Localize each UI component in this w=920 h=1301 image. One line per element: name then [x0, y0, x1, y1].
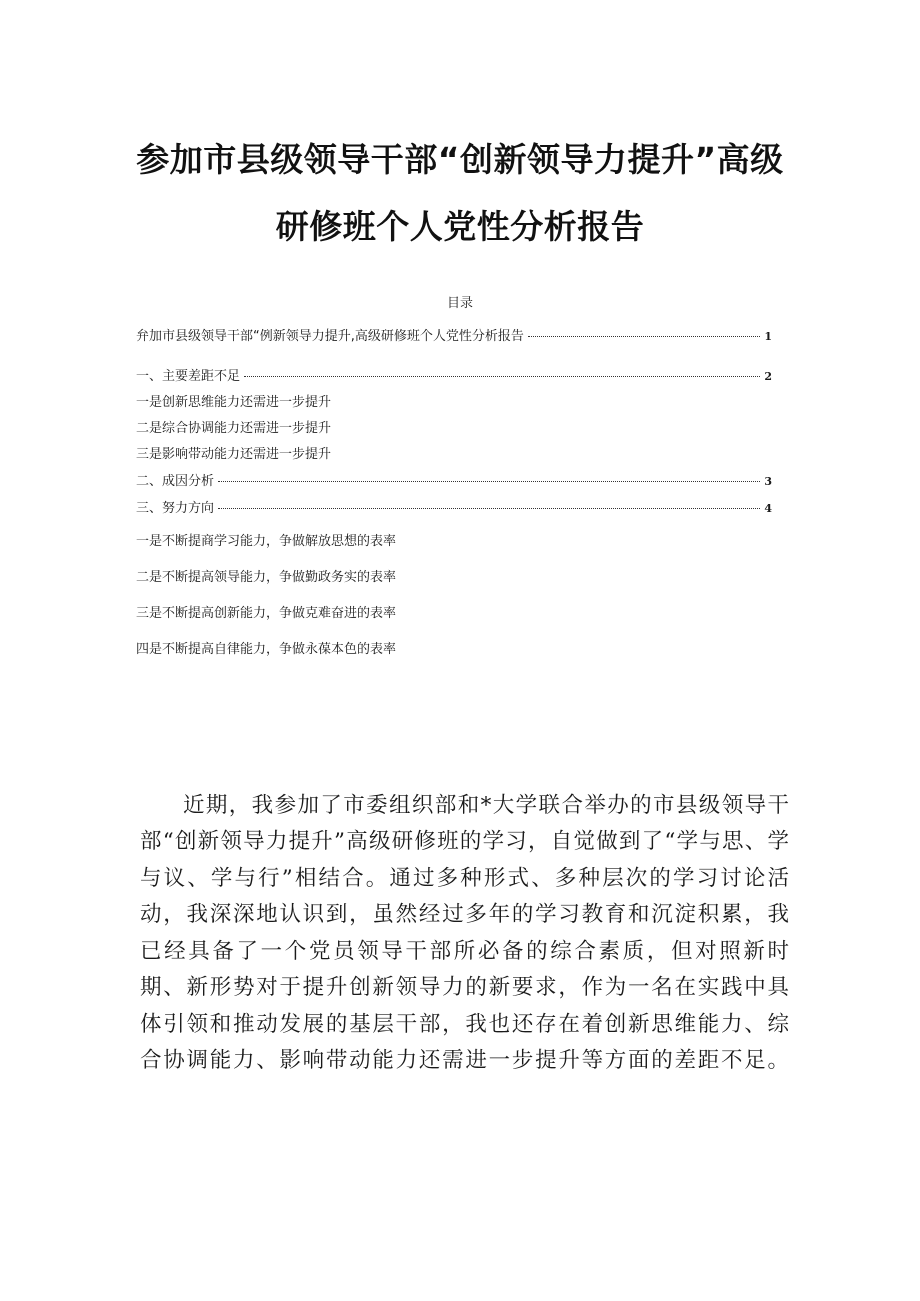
toc-heading: 目录 — [446, 296, 473, 311]
toc-entry-label: 弁加市县级领导干部“例新领导力提升,高级研修班个人党性分析报告 — [136, 329, 524, 344]
toc-entry[interactable] — [136, 473, 772, 491]
toc-entry[interactable] — [136, 500, 772, 518]
toc-entry-label: 三、努力方向 — [136, 501, 215, 516]
toc-entry[interactable] — [136, 420, 772, 438]
toc-dot-leader — [218, 480, 760, 482]
toc-entry[interactable] — [136, 641, 772, 659]
toc-entry-label: 一、主要差距不足 — [136, 369, 241, 384]
toc-page-number: 4 — [764, 502, 772, 515]
document-title-line-1: 参加市县级领导干部“创新领导力提升”高级 — [136, 140, 784, 179]
toc-entry[interactable] — [136, 569, 772, 587]
toc-entry[interactable] — [136, 394, 772, 412]
toc-dot-leader — [218, 507, 760, 509]
toc-entry-label: 四是不断提高自律能力，争做永葆本色的表率 — [136, 642, 397, 657]
toc-entry-label: 一是创新思维能力还需进一步提升 — [136, 395, 332, 410]
toc-entry[interactable] — [136, 533, 772, 551]
toc-entry-label: 二、成因分析 — [136, 474, 215, 489]
toc-entry-label: 一是不断提商学习能力，争做解放思想的表率 — [136, 534, 397, 549]
document-title-line-2: 研修班个人党性分析报告 — [275, 207, 645, 246]
toc-entry[interactable] — [136, 446, 772, 464]
toc-entry-label: 二是综合协调能力还需进一步提升 — [136, 421, 332, 436]
toc-page-number: 1 — [764, 330, 772, 343]
toc-entry[interactable] — [136, 328, 772, 346]
toc-entry[interactable] — [136, 605, 772, 623]
toc-page-number: 2 — [764, 370, 772, 383]
toc-entry-label: 三是影响带动能力还需进一步提升 — [136, 447, 332, 462]
toc-dot-leader — [244, 375, 760, 377]
toc-page-number: 3 — [764, 475, 772, 488]
toc-entry[interactable] — [136, 368, 772, 386]
body-paragraph: 近期，我参加了市委组织部和*大学联合举办的市县级领导干部“创新领导力提升”高级研修班的学习，自觉做到了“学与思、学与议、学与行”相结合。通过多种形式、多种层次的学习讨论活动，我深深地认识到，虽然经过多年的学习教育和沉淀积累，我已经具备了一个党员领导干部所必备的综合素质，但对照新时期、新形势对于提升创新领导力的新要求，作为一名在实践中具体引领和推动发展的基层干部，我也还存在着创新思维能力、综合协调能力、影响带动能力还需进一步提升等方面的差距不足。 — [140, 792, 790, 1073]
toc-entry-label: 二是不断提高领导能力，争做勤政务实的表率 — [136, 570, 397, 585]
toc-dot-leader — [528, 335, 760, 337]
toc-entry-label: 三是不断提高创新能力，争做克难奋进的表率 — [136, 606, 397, 621]
